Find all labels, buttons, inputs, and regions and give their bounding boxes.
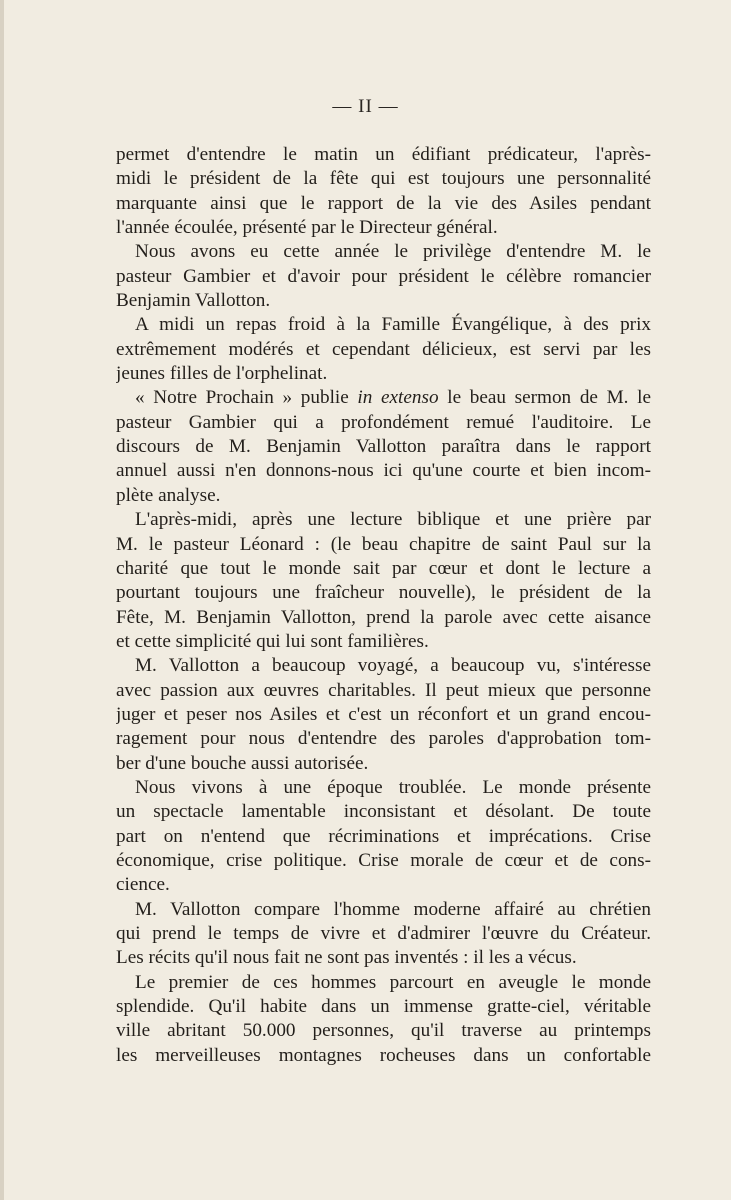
italic-phrase: in extenso [357,387,439,409]
page-number: — II — [332,96,399,117]
text-line: part on n'entend que récriminations et imprécations. Crise [116,825,651,847]
text-line: juger et peser nos Asiles et c'est un réconfort et un grand encou- [116,703,651,725]
text-line: midi le président de la fête qui est toujours une personnalité [116,168,651,190]
text-line: pasteur Gambier qui a profondément remué l'auditoire. Le [116,411,651,433]
body-text [116,143,651,1068]
text-line: charité que tout le monde sait par cœur et dont le lecture a [116,557,651,579]
text-line: Les récits qu'il nous fait ne sont pas inventés : il les a vécus. [116,947,577,969]
text-line: avec passion aux œuvres charitables. Il peut mieux que personne [116,679,651,701]
text-line: splendide. Qu'il habite dans un immense gratte-ciel, véritable [116,996,651,1018]
page-spine-edge [0,0,4,1200]
text-line: M. le pasteur Léonard : (le beau chapitre de saint Paul sur la [116,533,651,555]
text-line: marquante ainsi que le rapport de la vie des Asiles pendant [116,192,651,214]
text-line: jeunes filles de l'orphelinat. [116,363,328,385]
text-line: ragement pour nous d'entendre des paroles d'approbation tom- [116,728,651,750]
text-line: Le premier de ces hommes parcourt en aveugle le monde [135,971,651,993]
text-line: permet d'entendre le matin un édifiant prédicateur, l'après- [116,144,651,165]
text-line: L'après-midi, après une lecture biblique et une prière par [135,509,651,531]
text-line: pourtant toujours une fraîcheur nouvelle), le président de la [116,582,651,604]
text-line: Fête, M. Benjamin Vallotton, prend la parole avec cette aisance [116,606,651,628]
text-line: M. Vallotton compare l'homme moderne affairé au chrétien [135,898,651,920]
text-line: extrêmement modérés et cependant délicieux, est servi par les [116,338,651,360]
text-line: un spectacle lamentable inconsistant et désolant. De toute [116,801,651,823]
text-line: l'année écoulée, présenté par le Directeur général. [116,217,498,239]
text-line: Nous avons eu cette année le privilège d'entendre M. le [135,241,651,263]
text-line: Benjamin Vallotton. [116,290,271,312]
text-line: ber d'une bouche aussi autorisée. [116,752,369,774]
text-line [116,386,651,410]
text-line: ville abritant 50.000 personnes, qu'il traverse au printemps [116,1020,651,1042]
text-line: discours de M. Benjamin Vallotton paraîtra dans le rapport [116,436,651,458]
text-line-part: « Notre Prochain » publie [135,387,358,409]
text-line: cience. [116,874,170,896]
text-line: qui prend le temps de vivre et d'admirer l'œuvre du Créateur. [116,923,651,944]
text-line: pasteur Gambier et d'avoir pour président le célèbre romancier [116,265,651,287]
text-line: A midi un repas froid à la Famille Évangélique, à des prix [135,314,651,336]
text-line-part: le beau sermon de M. le [438,387,651,409]
text-line: M. Vallotton a beaucoup voyagé, a beaucoup vu, s'intéresse [135,655,651,677]
text-line: les merveilleuses montagnes rocheuses dans un confortable [116,1044,651,1066]
text-line: et cette simplicité qui lui sont familières. [116,630,429,652]
text-line: annuel aussi n'en donnons-nous ici qu'une courte et bien incom- [116,460,651,482]
text-line: économique, crise politique. Crise morale de cœur et de cons- [116,849,651,871]
text-line: plète analyse. [116,484,221,506]
text-line: Nous vivons à une époque troublée. Le monde présente [135,776,651,798]
